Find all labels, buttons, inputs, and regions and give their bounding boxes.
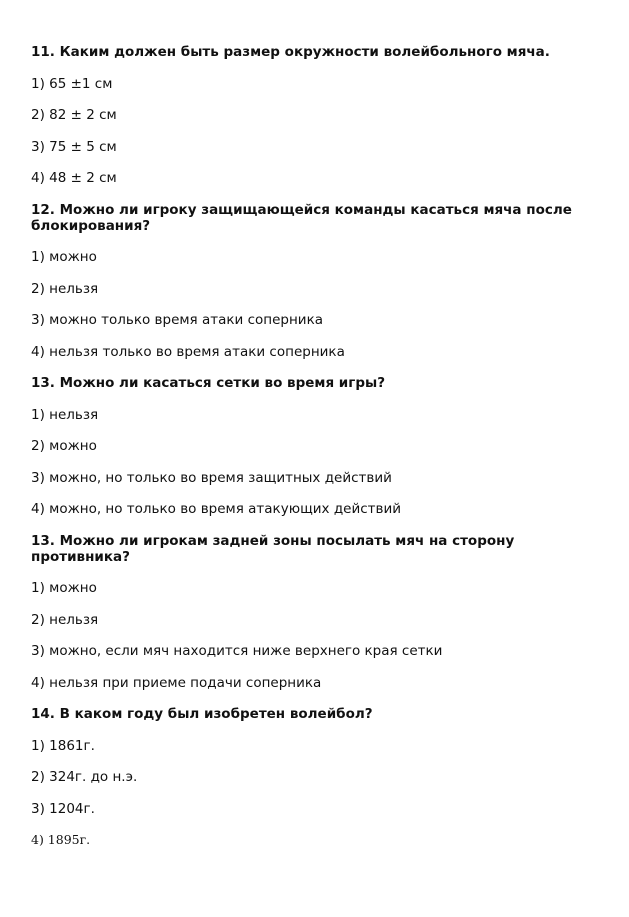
answer-option: 3) можно, если мяч находится ниже верхнего края сетки [31,643,443,659]
answer-option: 1) 1861г. [31,738,95,754]
answer-option: 2) нельзя [31,281,99,297]
answer-option: 1) нельзя [31,407,99,423]
question-title: 13. Можно ли касаться сетки во время игры? [31,375,386,391]
answer-option: 3) 75 ± 5 см [31,139,117,155]
answer-option: 2) 324г. до н.э. [31,769,138,785]
question-title: 14. В каком году был изобретен волейбол? [31,706,373,722]
answer-option: 4) нельзя только во время атаки соперника [31,344,345,360]
answer-option: 1) можно [31,580,97,596]
answer-option: 4) 1895г. [31,832,91,847]
answer-option: 2) 82 ± 2 см [31,107,117,123]
answer-option: 2) нельзя [31,612,99,628]
answer-option: 2) можно [31,438,97,454]
question-title: 13. Можно ли игрокам задней зоны посылать мяч на сторону противника? [31,533,515,565]
answer-option: 1) 65 ±1 см [31,76,113,92]
answer-option: 3) 1204г. [31,801,95,817]
answer-option: 4) нельзя при приеме подачи соперника [31,675,322,691]
answer-option: 4) 48 ± 2 см [31,170,117,186]
answer-option: 4) можно, но только во время атакующих действий [31,501,402,517]
answer-option: 1) можно [31,249,97,265]
question-title: 12. Можно ли игроку защищающейся команды касаться мяча после блокирования? [31,202,572,234]
question-title: 11. Каким должен быть размер окружности волейбольного мяча. [31,44,550,60]
answer-option: 3) можно, но только во время защитных действий [31,470,392,486]
answer-option: 3) можно только время атаки соперника [31,312,324,328]
